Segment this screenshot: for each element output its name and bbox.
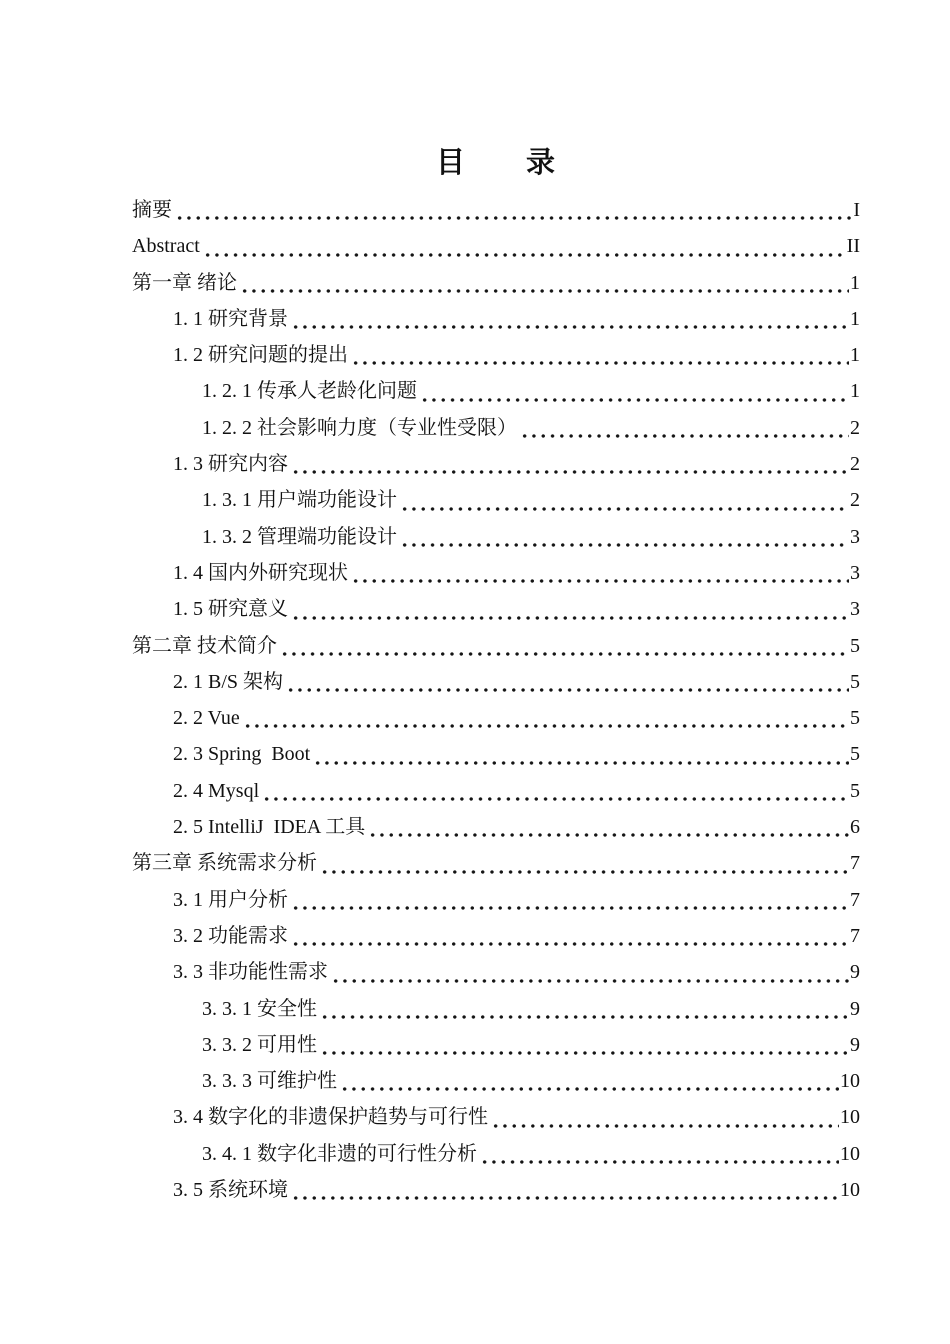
toc-entry[interactable] (132, 519, 860, 555)
toc-entry[interactable] (132, 1063, 860, 1099)
toc-entry-page: 3 (850, 598, 860, 621)
toc-entry-page: 1 (850, 380, 860, 403)
dot-leader (400, 519, 849, 555)
dot-leader (203, 228, 846, 264)
dot-leader (291, 882, 849, 918)
toc-entry-label: 3. 1 用户分析 (173, 888, 288, 911)
toc-entry[interactable] (132, 337, 860, 373)
toc-entry[interactable] (132, 773, 860, 809)
toc-entry-label: 第一章 绪论 (132, 271, 237, 294)
toc-entry-label: 1. 3 研究内容 (173, 453, 288, 476)
dot-leader (491, 1099, 839, 1135)
dot-leader (175, 192, 852, 228)
dot-leader (420, 373, 849, 409)
toc-entry-page: 7 (850, 924, 860, 947)
toc-entry-page: 1 (850, 307, 860, 330)
toc-entry-label: 2. 1 B/S 架构 (173, 670, 284, 693)
toc-entry-label: 3. 3. 2 可用性 (202, 1033, 317, 1056)
toc-entry[interactable] (132, 591, 860, 627)
toc-entry-page: 10 (840, 1070, 860, 1093)
dot-leader (480, 1136, 839, 1172)
dot-leader (320, 845, 849, 881)
dot-leader (520, 410, 849, 446)
toc-entry-page: 2 (850, 453, 860, 476)
toc-entry-page: 1 (850, 344, 860, 367)
toc-entry[interactable] (132, 991, 860, 1027)
toc-entry[interactable] (132, 882, 860, 918)
toc-entry[interactable] (132, 373, 860, 409)
toc-entry-label: 1. 4 国内外研究现状 (173, 561, 348, 584)
toc-entry-page: 5 (850, 743, 860, 766)
toc-entry-page: 2 (850, 416, 860, 439)
toc-entry[interactable] (132, 555, 860, 591)
dot-leader (320, 991, 849, 1027)
toc-entry-page: 10 (840, 1179, 860, 1202)
toc-entry-label: 3. 2 功能需求 (173, 924, 288, 947)
toc-entry-page: 5 (850, 670, 860, 693)
toc-entry[interactable] (132, 446, 860, 482)
toc-entry[interactable] (132, 1136, 860, 1172)
toc-entry[interactable] (132, 736, 860, 772)
toc-entry-page: 7 (850, 852, 860, 875)
toc-entry-label: 1. 5 研究意义 (173, 598, 288, 621)
dot-leader (291, 301, 849, 337)
toc-entry-label: 3. 3. 1 安全性 (202, 997, 317, 1020)
toc-entry-label: 1. 3. 2 管理端功能设计 (202, 525, 397, 548)
toc-entry[interactable] (132, 845, 860, 881)
toc-entry[interactable] (132, 918, 860, 954)
dot-leader (331, 954, 849, 990)
toc-entry[interactable] (132, 265, 860, 301)
dot-leader (400, 482, 849, 518)
toc-entry[interactable] (132, 809, 860, 845)
toc-entry[interactable] (132, 700, 860, 736)
toc-list (132, 192, 860, 1208)
toc-entry[interactable] (132, 954, 860, 990)
toc-entry-label: 第二章 技术简介 (132, 634, 277, 657)
toc-entry-label: 第三章 系统需求分析 (132, 852, 317, 875)
toc-entry-label: 2. 5 IntelliJ IDEA 工具 (173, 816, 366, 839)
toc-entry-page: 9 (850, 997, 860, 1020)
toc-entry-page: 6 (850, 816, 860, 839)
toc-entry[interactable] (132, 301, 860, 337)
toc-entry-page: I (853, 199, 860, 221)
toc-entry-label: 2. 3 Spring Boot (173, 743, 311, 766)
toc-entry[interactable] (132, 410, 860, 446)
toc-entry-label: 2. 2 Vue (173, 707, 240, 730)
toc-entry-page: 3 (850, 525, 860, 548)
toc-entry[interactable] (132, 228, 860, 264)
dot-leader (368, 809, 849, 845)
toc-entry[interactable] (132, 664, 860, 700)
dot-leader (280, 628, 849, 664)
toc-entry[interactable] (132, 482, 860, 518)
dot-leader (240, 265, 849, 301)
toc-entry-page: 10 (840, 1106, 860, 1129)
dot-leader (262, 773, 849, 809)
toc-entry[interactable] (132, 1099, 860, 1135)
toc-entry[interactable] (132, 1027, 860, 1063)
dot-leader (291, 591, 849, 627)
toc-entry[interactable] (132, 192, 860, 228)
toc-entry-page: 2 (850, 489, 860, 512)
toc-entry-page: 1 (850, 271, 860, 294)
toc-entry-label: 1. 2. 2 社会影响力度（专业性受限） (202, 416, 517, 439)
toc-entry-label: 3. 4 数字化的非遗保护趋势与可行性 (173, 1106, 488, 1129)
toc-entry-page: II (846, 235, 860, 258)
dot-leader (351, 555, 849, 591)
toc-entry-label: Abstract (132, 235, 200, 258)
toc-entry-label: 3. 3. 3 可维护性 (202, 1070, 337, 1093)
dot-leader (291, 918, 849, 954)
toc-entry-label: 摘要 (132, 199, 172, 221)
toc-entry-page: 10 (840, 1142, 860, 1165)
dot-leader (351, 337, 849, 373)
dot-leader (291, 446, 849, 482)
toc-entry-label: 3. 4. 1 数字化非遗的可行性分析 (202, 1142, 477, 1165)
toc-entry-label: 3. 5 系统环境 (173, 1179, 288, 1202)
dot-leader (243, 700, 849, 736)
toc-entry-label: 1. 1 研究背景 (173, 307, 288, 330)
toc-entry-label: 1. 2. 1 传承人老龄化问题 (202, 380, 417, 403)
toc-entry[interactable] (132, 1172, 860, 1208)
toc-entry-page: 5 (850, 634, 860, 657)
dot-leader (320, 1027, 849, 1063)
toc-entry-page: 5 (850, 779, 860, 802)
dot-leader (291, 1172, 839, 1208)
toc-title: 目 录 (435, 147, 556, 179)
toc-entry[interactable] (132, 628, 860, 664)
toc-entry-page: 3 (850, 561, 860, 584)
toc-entry-label: 1. 2 研究问题的提出 (173, 344, 348, 367)
toc-entry-page: 7 (850, 888, 860, 911)
dot-leader (286, 664, 849, 700)
toc-entry-page: 9 (850, 1033, 860, 1056)
toc-entry-label: 3. 3 非功能性需求 (173, 961, 328, 984)
dot-leader (313, 736, 849, 772)
dot-leader (340, 1063, 839, 1099)
toc-entry-label: 2. 4 Mysql (173, 779, 260, 802)
toc-entry-page: 5 (850, 707, 860, 730)
toc-entry-label: 1. 3. 1 用户端功能设计 (202, 489, 397, 512)
toc-entry-page: 9 (850, 961, 860, 984)
